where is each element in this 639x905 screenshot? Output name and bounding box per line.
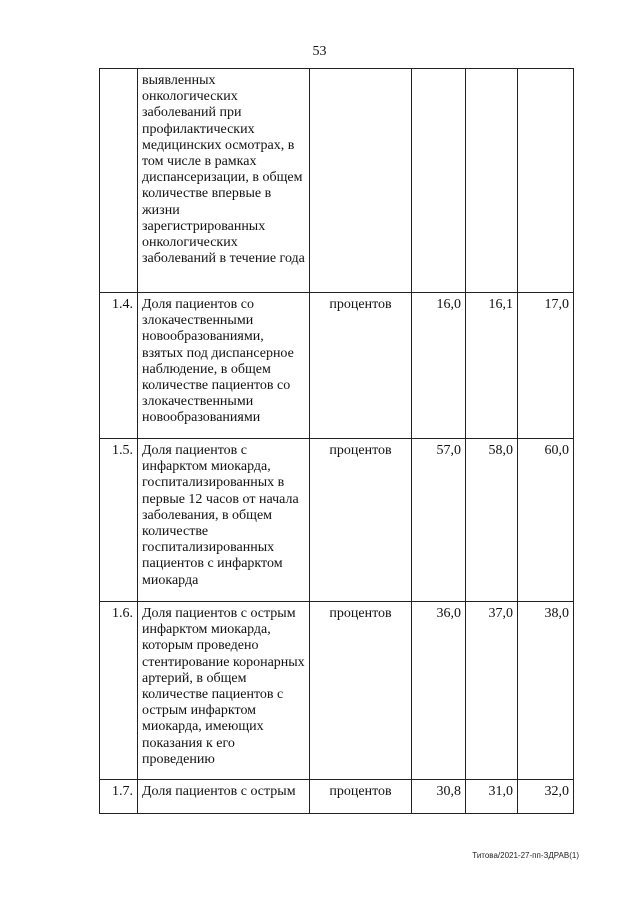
- value-cell: 37,0: [466, 602, 518, 780]
- row-number: 1.5.: [100, 439, 138, 602]
- table-row: [100, 293, 574, 439]
- row-number: 1.6.: [100, 602, 138, 780]
- table-row: [100, 69, 574, 293]
- value-cell: 38,0: [518, 602, 574, 780]
- value-cell: 36,0: [412, 602, 466, 780]
- document-footer: Титова/2021-27-пп-ЗДРАВ(1): [472, 851, 579, 860]
- row-number: 1.7.: [100, 780, 138, 814]
- value-cell: 31,0: [466, 780, 518, 814]
- page-number: 53: [312, 44, 327, 59]
- value-cell: [412, 69, 466, 293]
- value-cell: 16,1: [466, 293, 518, 439]
- value-cell: [518, 69, 574, 293]
- value-cell: [466, 69, 518, 293]
- unit-cell: процентов: [310, 602, 412, 780]
- value-cell: 57,0: [412, 439, 466, 602]
- unit-cell: процентов: [310, 780, 412, 814]
- indicator-name: Доля пациентов с острым: [138, 780, 310, 814]
- value-cell: 30,8: [412, 780, 466, 814]
- value-cell: 60,0: [518, 439, 574, 602]
- row-number: [100, 69, 138, 293]
- unit-cell: процентов: [310, 439, 412, 602]
- value-cell: 32,0: [518, 780, 574, 814]
- table-row: [100, 439, 574, 602]
- value-cell: 58,0: [466, 439, 518, 602]
- unit-cell: [310, 69, 412, 293]
- row-number: 1.4.: [100, 293, 138, 439]
- indicator-name: Доля пациентов со злокачественными новообразованиями, взятых под диспансерное наблюдение, в общем количестве пациентов со злокачественными новообразованиями: [138, 293, 310, 439]
- table-row: [100, 780, 574, 814]
- indicators-table: [99, 68, 574, 814]
- indicator-name: Доля пациентов с инфарктом миокарда, госпитализированных в первые 12 часов от начала заболевания, в общем количестве госпитализированных пациентов с инфарктом миокарда: [138, 439, 310, 602]
- value-cell: 16,0: [412, 293, 466, 439]
- indicator-name: Доля пациентов с острым инфарктом миокарда, которым проведено стентирование коронарных артерий, в общем количестве пациентов с острым инфарктом миокарда, имеющих показания к его проведению: [138, 602, 310, 780]
- indicator-name: выявленных онкологических заболеваний при профилактических медицинских осмотрах, в том числе в рамках диспансеризации, в общем количестве впервые в жизни зарегистрированных онкологических заболеваний в течение года: [138, 69, 310, 293]
- unit-cell: процентов: [310, 293, 412, 439]
- table-row: [100, 602, 574, 780]
- value-cell: 17,0: [518, 293, 574, 439]
